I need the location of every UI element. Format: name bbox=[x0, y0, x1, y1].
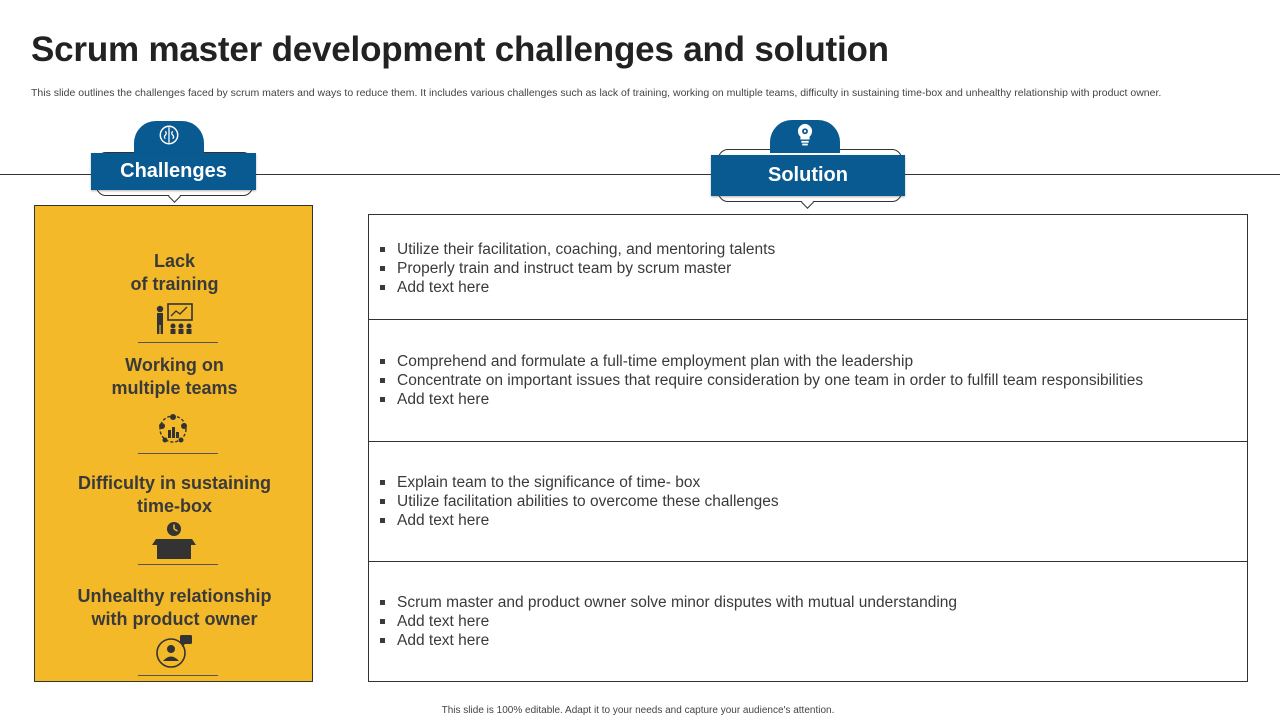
solution-row bbox=[369, 215, 1247, 320]
solution-row bbox=[369, 562, 1247, 681]
page-title: Scrum master development challenges and solution bbox=[31, 30, 889, 69]
solution-row bbox=[369, 442, 1247, 562]
page-subtitle: This slide outlines the challenges faced by scrum maters and ways to reduce them. It includes various challenges such as lack of training, working on multiple teams, difficulty in sustaining time-box and unhealthy relationship with product owner. bbox=[31, 87, 1162, 99]
presenter-training-icon bbox=[154, 302, 194, 343]
solution-list bbox=[379, 593, 957, 650]
solution-bullet: Scrum master and product owner solve minor disputes with mutual understanding bbox=[379, 593, 957, 612]
solution-bullet: Explain team to the significance of time- box bbox=[379, 473, 779, 492]
solution-bullet: Add text here bbox=[379, 511, 779, 530]
challenge-label: Working on multiple teams bbox=[111, 355, 238, 398]
challenge-divider bbox=[138, 342, 218, 343]
challenge-divider bbox=[138, 675, 218, 676]
challenge-divider bbox=[138, 453, 218, 454]
solution-header: Solution bbox=[711, 155, 905, 196]
challenge-item bbox=[35, 354, 314, 400]
challenges-header: Challenges bbox=[91, 153, 256, 190]
solution-list bbox=[379, 240, 775, 297]
solution-bullet: Properly train and instruct team by scrum master bbox=[379, 259, 775, 278]
solution-bullet: Comprehend and formulate a full-time employment plan with the leadership bbox=[379, 352, 1143, 371]
footer-note: This slide is 100% editable. Adapt it to your needs and capture your audience's attention. bbox=[441, 705, 835, 716]
solution-list bbox=[379, 352, 1143, 409]
solution-bullet: Add text here bbox=[379, 390, 1143, 409]
challenge-label: Lack of training bbox=[130, 251, 219, 294]
challenges-panel bbox=[34, 205, 313, 682]
challenge-item bbox=[35, 250, 314, 296]
solutions-table bbox=[368, 214, 1248, 682]
person-chat-icon bbox=[154, 633, 194, 674]
challenge-divider bbox=[138, 564, 218, 565]
solution-bullet: Utilize their facilitation, coaching, and mentoring talents bbox=[379, 240, 775, 259]
challenge-label: Unhealthy relationship with product owner bbox=[77, 586, 272, 629]
challenge-label: Difficulty in sustaining time-box bbox=[77, 473, 271, 516]
solution-bullet: Add text here bbox=[379, 278, 775, 297]
solution-row bbox=[369, 320, 1247, 442]
solution-list bbox=[379, 473, 779, 530]
solution-icon-tab bbox=[770, 120, 840, 153]
brain-icon bbox=[158, 124, 180, 151]
lightbulb-gear-icon bbox=[794, 122, 816, 151]
clock-box-icon bbox=[152, 521, 196, 566]
challenge-item bbox=[35, 472, 314, 518]
challenges-icon-tab bbox=[134, 121, 204, 154]
solution-bullet: Add text here bbox=[379, 631, 957, 650]
solution-bullet: Utilize facilitation abilities to overcome these challenges bbox=[379, 492, 779, 511]
team-network-icon bbox=[156, 412, 190, 451]
solution-bullet: Concentrate on important issues that require consideration by one team in order to fulfill team responsibilities bbox=[379, 371, 1143, 390]
solution-bullet: Add text here bbox=[379, 612, 957, 631]
challenge-item bbox=[35, 585, 314, 631]
